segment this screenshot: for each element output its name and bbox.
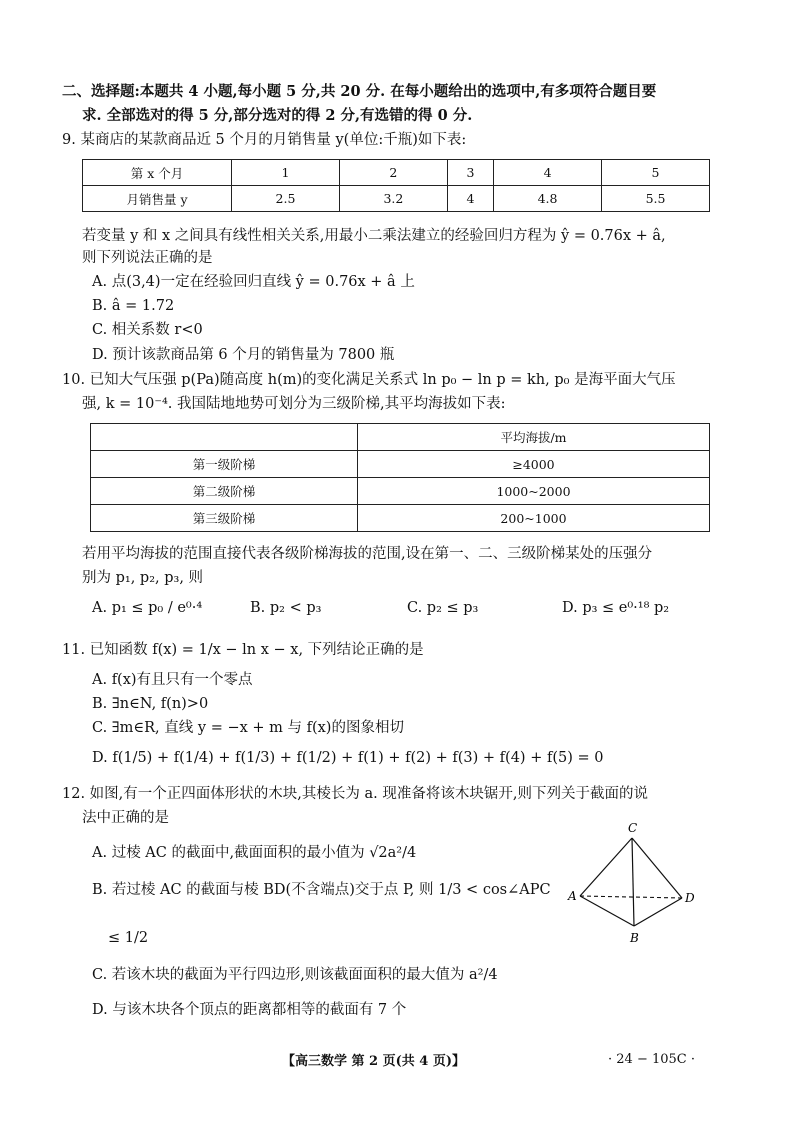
edge-ad-hidden (580, 896, 682, 898)
q10-option-c: C. p₂ ≤ p₃ (407, 600, 479, 616)
q10-cell: 200~1000 (358, 505, 710, 532)
q10-cell: 第一级阶梯 (91, 451, 358, 478)
q11-option-a: A. f(x)有且只有一个零点 (92, 672, 253, 688)
q9-cell: 3.2 (339, 186, 447, 212)
q9-table (82, 159, 710, 212)
q10-table-row (91, 478, 710, 505)
edge-ca (580, 838, 632, 896)
q9-cell: 4.8 (494, 186, 602, 212)
q12-option-c: C. 若该木块的截面为平行四边形,则该截面面积的最大值为 a²/4 (92, 967, 498, 983)
edge-ab (580, 896, 634, 926)
q9-cell: 2.5 (232, 186, 340, 212)
q10-condition-1: 若用平均海拔的范围直接代表各级阶梯海拔的范围,设在第一、二、三级阶梯某处的压强分 (82, 546, 653, 562)
q10-option-a: A. p₁ ≤ p₀ / e⁰·⁴ (92, 600, 203, 616)
q9-condition-2: 则下列说法正确的是 (82, 250, 213, 266)
q9-cell: 1 (232, 160, 340, 186)
q11-option-d: D. f(1/5) + f(1/4) + f(1/3) + f(1/2) + f(1) + f(2) + f(3) + f(4) + f(5) = 0 (92, 750, 604, 766)
q9-stem: 9. 某商店的某款商品近 5 个月的月销售量 y(单位:千瓶)如下表: (62, 132, 467, 148)
q12-option-b-line-1: B. 若过棱 AC 的截面与棱 BD(不含端点)交于点 P, 则 1/3 < cos∠APC (92, 882, 551, 898)
q10-cell: 平均海拔/m (358, 424, 710, 451)
q12-option-d: D. 与该木块各个顶点的距离都相等的截面有 7 个 (92, 1002, 407, 1018)
q9-cell: 3 (447, 160, 493, 186)
q12-stem-1: 12. 如图,有一个正四面体形状的木块,其棱长为 a. 现准备将该木块锯开,则下列关于截面的说 (62, 786, 648, 802)
q12-stem-2: 法中正确的是 (82, 810, 169, 826)
q11-stem: 11. 已知函数 f(x) = 1/x − ln x − x, 下列结论正确的是 (62, 642, 424, 658)
q12-option-a: A. 过棱 AC 的截面中,截面面积的最小值为 √2a²/4 (92, 845, 417, 861)
q9-table-row-sales (83, 186, 710, 212)
q10-stem-2: 强, k = 10⁻⁴. 我国陆地地势可划分为三级阶梯,其平均海拔如下表: (82, 396, 506, 412)
q10-cell: 第三级阶梯 (91, 505, 358, 532)
vertex-label-c: C (628, 821, 638, 835)
q10-option-d: D. p₃ ≤ e⁰·¹⁸ p₂ (562, 600, 670, 616)
section-header-line-1: 二、选择题:本题共 4 小题,每小题 5 分,共 20 分. 在每小题给出的选项中,有多项符合题目要 (62, 83, 657, 100)
q9-cell: 2 (339, 160, 447, 186)
q10-table-row (91, 505, 710, 532)
q9-option-c: C. 相关系数 r<0 (92, 322, 203, 338)
footer-page-info: 【高三数学 第 2 页(共 4 页)】 (282, 1054, 466, 1069)
edge-cb (632, 838, 634, 926)
vertex-label-a: A (568, 889, 577, 903)
q9-table-row-month (83, 160, 710, 186)
q10-cell (91, 424, 358, 451)
q9-cell: 5.5 (602, 186, 710, 212)
q10-stem-1: 10. 已知大气压强 p(Pa)随高度 h(m)的变化满足关系式 ln p₀ − ln p = kh, p₀ 是海平面大气压 (62, 372, 676, 388)
q11-option-c: C. ∃m∈R, 直线 y = −x + m 与 f(x)的图象相切 (92, 720, 404, 736)
edge-cd (632, 838, 682, 898)
q10-table-row (91, 451, 710, 478)
q9-option-a: A. 点(3,4)一定在经验回归直线 ŷ = 0.76x + â 上 (92, 274, 415, 290)
footer-code: · 24 − 105C · (608, 1052, 695, 1067)
q10-table (90, 423, 710, 532)
q10-option-b: B. p₂ < p₃ (250, 600, 322, 616)
q10-cell: 第二级阶梯 (91, 478, 358, 505)
q9-cell: 4 (494, 160, 602, 186)
edge-bd (634, 898, 682, 926)
q9-condition-1: 若变量 y 和 x 之间具有线性相关关系,用最小二乘法建立的经验回归方程为 ŷ = 0.76x + â, (82, 228, 666, 244)
q11-option-b: B. ∃n∈N, f(n)>0 (92, 696, 209, 712)
q9-option-b: B. â = 1.72 (92, 298, 175, 314)
q10-cell: 1000~2000 (358, 478, 710, 505)
q9-cell: 4 (447, 186, 493, 212)
q9-cell: 月销售量 y (83, 186, 232, 212)
q10-cell: ≥4000 (358, 451, 710, 478)
vertex-label-b: B (630, 931, 639, 945)
section-header-line-2: 求. 全部选对的得 5 分,部分选对的得 2 分,有选错的得 0 分. (82, 107, 473, 124)
tetrahedron-figure (560, 818, 710, 948)
q9-cell: 5 (602, 160, 710, 186)
q10-condition-2: 别为 p₁, p₂, p₃, 则 (82, 570, 204, 586)
q9-cell: 第 x 个月 (83, 160, 232, 186)
q12-option-b-line-2: ≤ 1/2 (108, 930, 149, 946)
q9-option-d: D. 预计该款商品第 6 个月的销售量为 7800 瓶 (92, 347, 395, 363)
vertex-label-d: D (685, 891, 695, 905)
q10-table-header (91, 424, 710, 451)
